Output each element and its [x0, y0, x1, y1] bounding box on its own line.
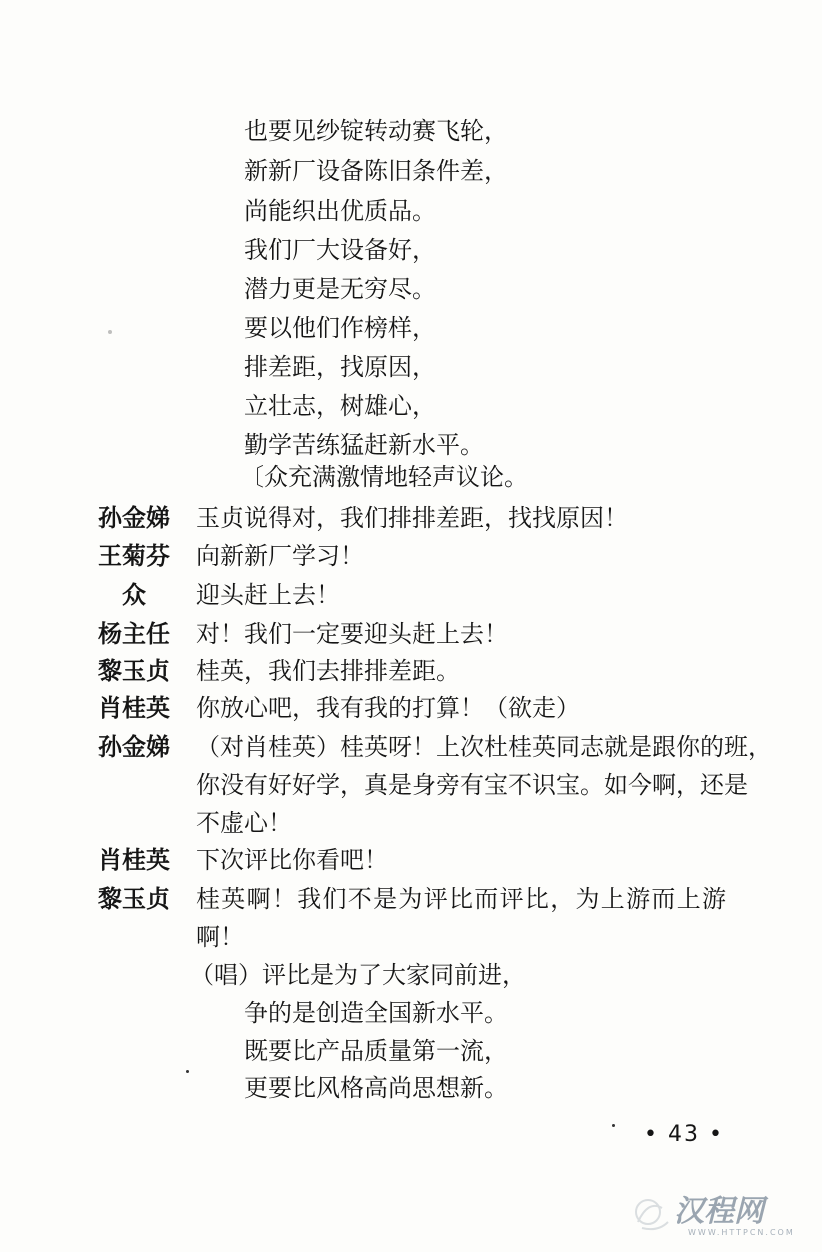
- dialogue-line: 你没有好好学，真是身旁有宝不识宝。如今啊，还是: [196, 771, 748, 799]
- watermark-text: 汉程网: [674, 1194, 764, 1229]
- scan-speck: [108, 330, 112, 334]
- dialogue-line: 啊！: [196, 923, 244, 951]
- speaker-name: 孙金娣: [98, 503, 170, 532]
- sung-line: 更要比风格高尚思想新。: [244, 1074, 508, 1102]
- speaker-name: 肖桂英: [98, 845, 170, 874]
- speaker-name: 王菊芬: [98, 541, 170, 570]
- stage-direction: 〔众充满激情地轻声议论。: [240, 463, 528, 491]
- speaker-name: 黎玉贞: [98, 656, 170, 685]
- scan-speck: [612, 1124, 615, 1127]
- dialogue-line: 向新新厂学习！: [196, 542, 364, 570]
- page-number: • 43 •: [644, 1122, 724, 1147]
- verse-line: 排差距，找原因，: [244, 353, 436, 381]
- verse-line: 要以他们作榜样，: [244, 314, 436, 342]
- verse-line: 也要见纱锭转动赛飞轮，: [244, 117, 508, 145]
- dialogue-line: 桂英啊！我们不是为评比而评比，为上游而上游: [196, 885, 726, 913]
- watermark-url: WWW.HTTPCN.COM: [688, 1228, 795, 1237]
- dialogue-line: 下次评比你看吧！: [196, 846, 388, 874]
- dialogue-line: （对肖桂英）桂英呀！上次杜桂英同志就是跟你的班，: [196, 733, 772, 761]
- speaker-name: 杨主任: [98, 619, 170, 648]
- speaker-name: 众: [122, 580, 146, 609]
- speaker-name: 黎玉贞: [98, 884, 170, 913]
- dialogue-line: 桂英，我们去排排差距。: [196, 657, 460, 685]
- verse-line: 我们厂大设备好，: [244, 236, 436, 264]
- scan-speck: [186, 1070, 189, 1073]
- speaker-name: 肖桂英: [98, 693, 170, 722]
- verse-line: 潜力更是无穷尽。: [244, 275, 436, 303]
- verse-line: 新新厂设备陈旧条件差，: [244, 157, 508, 185]
- dialogue-line: 对！我们一定要迎头赶上去！: [196, 620, 508, 648]
- dialogue-line: 你放心吧，我有我的打算！（欲走）: [196, 694, 580, 722]
- sung-line: 争的是创造全国新水平。: [244, 999, 508, 1027]
- verse-line: 尚能织出优质品。: [244, 197, 436, 225]
- sing-intro: （唱）评比是为了大家同前进，: [190, 961, 526, 989]
- dialogue-line: 不虚心！: [196, 809, 292, 837]
- dialogue-line: 玉贞说得对，我们排排差距，找找原因！: [196, 504, 628, 532]
- verse-line: 立壮志，树雄心，: [244, 392, 436, 420]
- speaker-name: 孙金娣: [98, 732, 170, 761]
- dialogue-line: 迎头赶上去！: [196, 581, 340, 609]
- sung-line: 既要比产品质量第一流，: [244, 1037, 508, 1065]
- verse-line: 勤学苦练猛赶新水平。: [244, 431, 484, 459]
